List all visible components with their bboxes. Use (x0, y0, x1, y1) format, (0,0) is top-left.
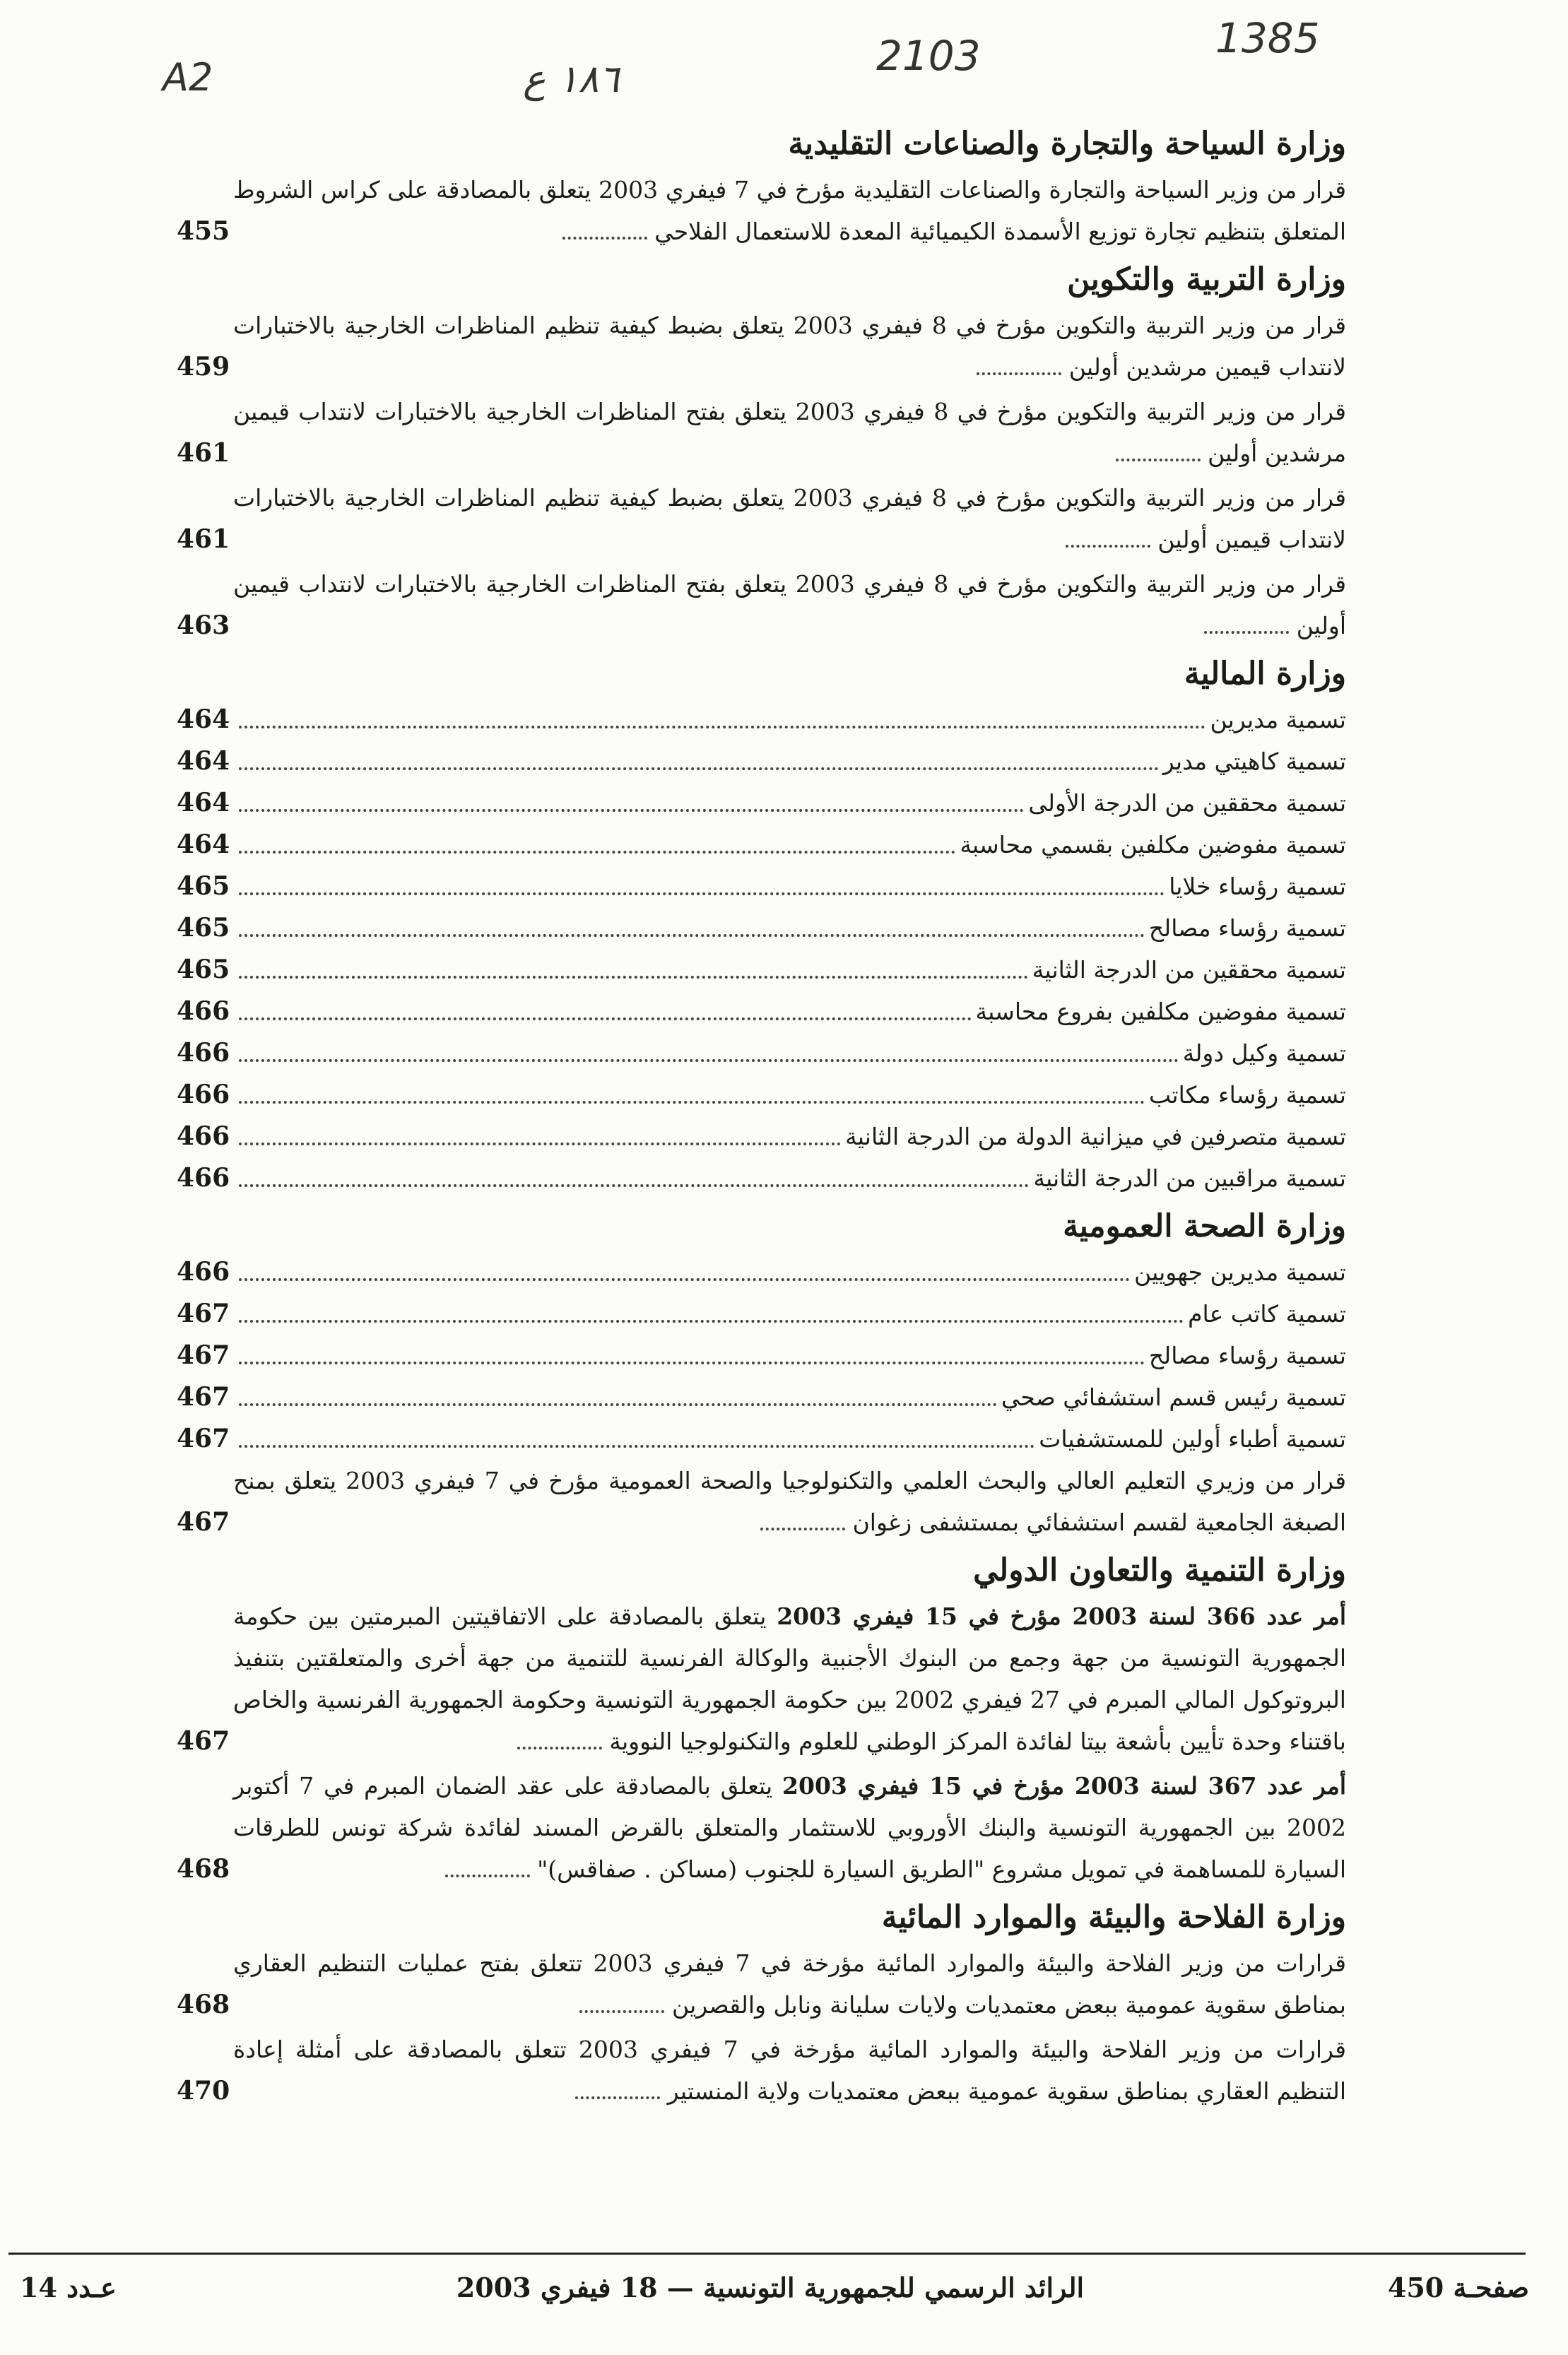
page-number: 467 (177, 1424, 230, 1453)
dot-leader (239, 1320, 1184, 1323)
entry-text: تسمية كاتب عام (1188, 1300, 1346, 1328)
entry-text: تسمية مديرين (1210, 706, 1346, 733)
dot-leader (239, 976, 1028, 979)
toc-entry[interactable] (177, 391, 1346, 474)
page-number: 468 (177, 1990, 230, 2019)
entry-text: تسمية محققين من الدرجة الأولى (1028, 789, 1346, 817)
toc-entry[interactable] (177, 1032, 1346, 1074)
dot-leader (239, 726, 1206, 728)
page-number: 461 (177, 524, 230, 554)
dot-leader (239, 1445, 1034, 1448)
dot-leader (239, 934, 1145, 937)
toc-entry[interactable] (177, 1293, 1346, 1335)
issue-number: عـدد 14 (20, 2272, 117, 2303)
toc-entry[interactable] (177, 1942, 1346, 2026)
dot-leader (239, 809, 1024, 812)
handwritten-note-center: 2103 (876, 32, 981, 80)
toc-entry[interactable] (177, 1116, 1346, 1157)
toc-entry[interactable] (177, 477, 1346, 560)
page-number: 465 (177, 955, 230, 984)
dot-leader (239, 1101, 1145, 1104)
entry-text: قرار من وزيري التعليم العالي والبحث العلمي والتكنولوجيا والصحة العمومية مؤرخ في 7 فيفري 2003 يتعلق بمنح الصبغة الجامعية لقسم استشفائي بمستشفى زغوان (233, 1467, 1346, 1536)
entry-text: قرار من وزير التربية والتكوين مؤرخ في 8 فيفري 2003 يتعلق بفتح المناظرات الخارجية بالاختبارات لانتداب قيمين مرشدين أولين (233, 398, 1346, 467)
dot-leader (239, 1184, 1029, 1187)
dot-leader (239, 767, 1159, 770)
page-number: 466 (177, 1121, 230, 1151)
dot-leader (977, 372, 1061, 375)
dot-leader (239, 1278, 1130, 1281)
toc-entry[interactable] (177, 1335, 1346, 1376)
entry-text: تسمية رؤساء مصالح (1148, 1342, 1346, 1369)
page-number: 467 (177, 1726, 230, 1756)
page-number: 467 (177, 1382, 230, 1412)
dot-leader (1204, 631, 1289, 634)
toc-entry[interactable] (177, 1074, 1346, 1116)
toc-entry[interactable] (177, 169, 1346, 252)
entry-text: تسمية محققين من الدرجة الثانية (1032, 956, 1346, 984)
entry-text: تسمية مفوضين مكلفين بفروع محاسبة (975, 998, 1346, 1025)
dot-leader (562, 237, 647, 240)
page-number: 466 (177, 1080, 230, 1109)
page-number: 465 (177, 913, 230, 943)
page-number: 466 (177, 996, 230, 1026)
entry-text: قرار من وزير التربية والتكوين مؤرخ في 8 فيفري 2003 يتعلق بضبط كيفية تنظيم المناظرات الخارجية بالاختبارات لانتداب قيمين أولين (233, 484, 1346, 553)
toc-entry[interactable] (177, 2029, 1346, 2112)
dot-leader (517, 1747, 602, 1749)
dot-leader (239, 1017, 972, 1020)
page-number: 464 (177, 746, 230, 776)
entry-text: يتعلق بالمصادقة على الاتفاقيتين المبرمتين بين حكومة الجمهورية التونسية من جهة وجمع من البنوك الأجنبية والوكالة الفرنسية للتنمية من جهة أخرى والمتعلقتين بتنفيذ البروتوكول المالي المبرم في 27 فيفري 2002 بين حكومة الجمهورية التونسية وحكومة الجمهورية الفرنسية والخاص باقتناء وحدة تأيين بأشعة بيتا لفائدة المركز الوطني للعلوم والتكنولوجيا النووية (233, 1603, 1346, 1755)
ministry-heading: وزارة الصحة العمومية (1063, 1208, 1346, 1244)
toc-entry[interactable] (177, 866, 1346, 907)
toc-entry[interactable] (177, 1595, 1346, 1762)
toc-entry[interactable] (177, 699, 1346, 740)
toc-entry[interactable] (177, 1251, 1346, 1293)
page-number: 464 (177, 704, 230, 734)
page-number: 461 (177, 438, 230, 468)
page-number: 470 (177, 2076, 230, 2106)
toc-entry[interactable] (177, 1157, 1346, 1199)
page-number: 466 (177, 1038, 230, 1068)
handwritten-note-right: 1385 (1215, 14, 1320, 62)
entry-text: قرارات من وزير الفلاحة والبيئة والموارد المائية مؤرخة في 7 فيفري 2003 تتعلق بفتح عمليات التنظيم العقاري بمناطق سقوية عمومية ببعض معتمديات ولايات سليانة ونابل والقصرين (233, 1949, 1347, 2019)
dot-leader (239, 892, 1165, 895)
entry-text: تسمية أطباء أولين للمستشفيات (1039, 1425, 1346, 1453)
toc-entry[interactable] (177, 949, 1346, 991)
dot-leader (1066, 545, 1150, 548)
handwritten-note-center-left: ١٨٦ ع (523, 57, 620, 101)
toc-entry[interactable] (177, 740, 1346, 782)
entry-text: يتعلق بالمصادقة على عقد الضمان المبرم في 7 أكتوبر 2002 بين الجمهورية التونسية والبنك الأوروبي للاستثمار والمتعلق بالقرض المسند لفائدة شركة تونس للطرقات السيارة للمساهمة في تمويل مشروع "الطريق السيارة للجنوب (مساكن . صفاقس)" (233, 1772, 1346, 1883)
page-number: 466 (177, 1257, 230, 1287)
ministry-heading: وزارة التربية والتكوين (1067, 261, 1346, 297)
decree-number: أمر عدد 367 لسنة 2003 مؤرخ في 15 فيفري 2003 (782, 1772, 1346, 1800)
page-number: 455 (177, 216, 230, 246)
entry-text: تسمية رؤساء مكاتب (1149, 1081, 1346, 1109)
dot-leader (760, 1528, 845, 1530)
page-footer (0, 2272, 1568, 2314)
entry-text: تسمية مفوضين مكلفين بقسمي محاسبة (960, 831, 1346, 858)
page-number: 459 (177, 352, 230, 382)
toc-entry[interactable] (177, 563, 1346, 647)
dot-leader (239, 1362, 1145, 1364)
entry-text: تسمية رئيس قسم استشفائي صحي (1001, 1383, 1346, 1411)
publication-title: الرائد الرسمي للجمهورية التونسية — 18 فيفري 2003 (456, 2272, 1085, 2303)
ministry-heading: وزارة الفلاحة والبيئة والموارد المائية (881, 1899, 1346, 1935)
ministry-heading: وزارة التنمية والتعاون الدولي (973, 1552, 1346, 1588)
entry-text: قرار من وزير السياحة والتجارة والصناعات التقليدية مؤرخ في 7 فيفري 2003 يتعلق بالمصادقة على كراس الشروط المتعلق بتنظيم تجارة توزيع الأسمدة الكيميائية المعدة للاستعمال الفلاحي (233, 176, 1346, 245)
toc-entry[interactable] (177, 1460, 1346, 1543)
toc-entry[interactable] (177, 782, 1346, 824)
dot-leader (239, 1403, 997, 1406)
page-label: صفحـة 450 (1387, 2272, 1529, 2303)
toc-entry[interactable] (177, 1765, 1346, 1890)
entry-text: تسمية رؤساء مصالح (1148, 914, 1346, 942)
footer-divider (8, 2253, 1526, 2255)
handwritten-note-left: A2 (163, 55, 213, 100)
ministry-heading: وزارة السياحة والتجارة والصناعات التقليدية (788, 126, 1346, 162)
entry-text: تسمية وكيل دولة (1182, 1039, 1346, 1067)
page-number: 467 (177, 1340, 230, 1370)
page-number: 464 (177, 830, 230, 859)
toc-entry[interactable] (177, 824, 1346, 866)
page-number: 463 (177, 610, 230, 640)
dot-leader (239, 1143, 841, 1145)
decree-number: أمر عدد 366 لسنة 2003 مؤرخ في 15 فيفري 2003 (777, 1603, 1346, 1630)
page-number: 467 (177, 1299, 230, 1328)
dot-leader (575, 2096, 660, 2099)
page-number: 468 (177, 1854, 230, 1884)
entry-text: تسمية متصرفين في ميزانية الدولة من الدرجة الثانية (845, 1123, 1346, 1150)
dot-leader (445, 1875, 530, 1877)
entry-text: تسمية كاهيتي مدير (1162, 748, 1346, 775)
page-number: 466 (177, 1163, 230, 1193)
dot-leader (239, 1059, 1179, 1062)
page-number: 464 (177, 788, 230, 818)
dot-leader (1116, 459, 1201, 461)
table-of-contents (177, 117, 1346, 2115)
entry-text: قرار من وزير التربية والتكوين مؤرخ في 8 فيفري 2003 يتعلق بفتح المناظرات الخارجية بالاختبارات لانتداب قيمين أولين (233, 570, 1346, 639)
entry-text: تسمية مديرين جهويين (1134, 1258, 1346, 1286)
entry-text: قرار من وزير التربية والتكوين مؤرخ في 8 فيفري 2003 يتعلق بضبط كيفية تنظيم المناظرات الخارجية بالاختبارات لانتداب قيمين مرشدين أولين (233, 312, 1346, 381)
toc-entry[interactable] (177, 907, 1346, 949)
ministry-heading: وزارة المالية (1184, 656, 1346, 692)
toc-entry[interactable] (177, 991, 1346, 1032)
dot-leader (239, 851, 955, 854)
toc-entry[interactable] (177, 1418, 1346, 1460)
entry-text: تسمية رؤساء خلايا (1169, 873, 1346, 900)
entry-text: تسمية مراقبين من الدرجة الثانية (1033, 1164, 1346, 1192)
entry-text: قرارات من وزير الفلاحة والبيئة والموارد المائية مؤرخة في 7 فيفري 2003 تتعلق بالمصادقة على أمثلة إعادة التنظيم العقاري بمناطق سقوية عمومية ببعض معتمديات ولاية المنستير (233, 2036, 1346, 2105)
page-number: 465 (177, 871, 230, 901)
dot-leader (579, 2010, 664, 2013)
toc-entry[interactable] (177, 305, 1346, 388)
page-number: 467 (177, 1507, 230, 1537)
toc-entry[interactable] (177, 1376, 1346, 1418)
